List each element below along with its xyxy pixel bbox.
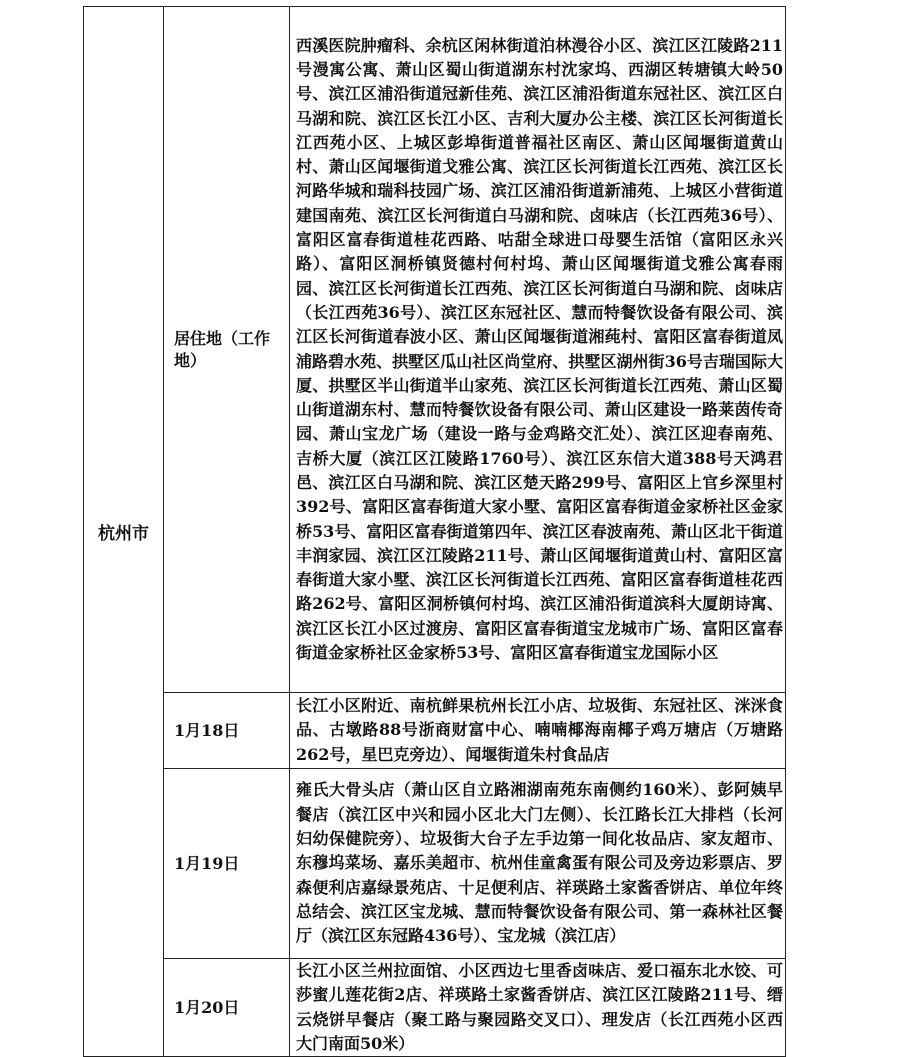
row-content-cell <box>290 769 786 959</box>
table-row <box>84 959 786 1057</box>
row-content-cell <box>290 693 786 769</box>
row-label: 1月18日 <box>174 720 240 740</box>
table-row <box>84 7 786 693</box>
row-label-cell <box>164 7 290 693</box>
row-label: 1月19日 <box>174 853 240 873</box>
row-label-cell <box>164 769 290 959</box>
table-row <box>84 693 786 769</box>
row-content: 长江小区附近、南杭鲜果杭州长江小店、垃圾街、东冠社区、洣洣食品、古墩路88号浙商财富中心、喃喃椰海南椰子鸡万塘店（万塘路262号，星巴克旁边）、闻堰街道朱村食品店 <box>296 696 783 764</box>
row-content: 长江小区兰州拉面馆、小区西边七里香卤味店、爱口福东北水饺、可莎蜜儿莲花街2店、祥瑛路土家酱香饼店、滨江区江陵路211号、缙云烧饼早餐店（聚工路与聚园路交叉口）、理发店（长江西苑小区西大门南面50米） <box>296 961 783 1053</box>
row-content-cell <box>290 7 786 693</box>
row-content: 西溪医院肿瘤科、余杭区闲林街道泊林漫谷小区、滨江区江陵路211号漫寓公寓、萧山区蜀山街道湖东村沈家坞、西湖区转塘镇大岭50号、滨江区浦沿街道冠新佳苑、滨江区浦沿街道东冠社区、滨江区白马湖和院、滨江区长江小区、吉利大厦办公主楼、滨江区长河街道长江西苑小区、上城区彭埠街道普福社区南区、萧山区闻堰街道黄山村、萧山区闻堰街道戈雅公寓、滨江区长河街道长江西苑、滨江区长河路华城和瑞科技园广场、滨江区浦沿街道新浦苑、上城区小营街道建国南苑、滨江区长河街道白马湖和院、卤味店（长江西苑36号）、富阳区富春街道桂花西路、咕甜全球进口母婴生活馆（富阳区永兴路）、富阳区洞桥镇贤德村何村坞、萧山区闻堰街道戈雅公寓春雨园、滨江区长河街道长江西苑、滨江区长河街道白马湖和院、卤味店（长江西苑36号）、滨江区东冠社区、慧而特餐饮设备有限公司、滨江区长河街道春波小区、萧山区闻堰街道湘莼村、富阳区富春街道凤浦路碧水苑、拱墅区瓜山社区尚堂府、拱墅区湖州街36号吉瑞国际大厦、拱墅区半山街道半山家苑、滨江区长河街道长江西苑、萧山区蜀山街道湖东村、慧而特餐饮设备有限公司、萧山区建设一路莱茵传奇园、萧山宝龙广场（建设一路与金鸡路交汇处）、滨江区迎春南苑、吉桥大厦（滨江区江陵路1760号）、滨江区东信大道388号天鸿君邑、滨江区白马湖和院、滨江区楚天路299号、富阳区上官乡深里村392号、富阳区富春街道大家小墅、富阳区富春街道金家桥社区金家桥53号、富阳区富春街道第四年、滨江区春波南苑、萧山区北干街道丰润家园、滨江区江陵路211号、萧山区闻堰街道黄山村、富阳区富春街道大家小墅、滨江区长河街道长江西苑、富阳区富春街道桂花西路262号、富阳区洞桥镇何村坞、滨江区浦沿街道滨科大厦朗诗寓、滨江区长江小区过渡房、富阳区富春街道宝龙城市广场、富阳区富春街道金家桥社区金家桥53号、富阳区富春街道宝龙国际小区 <box>296 35 783 663</box>
row-label: 居住地（工作地） <box>174 328 271 370</box>
row-content: 雍氏大骨头店（萧山区自立路湘湖南苑东南侧约160米）、彭阿姨早餐店（滨江区中兴和园小区北大门左侧）、长江路长江大排档（长河妇幼保健院旁）、垃圾街大台子左手边第一间化妆品店、家友超市、东穆坞菜场、嘉乐美超市、杭州佳童禽蛋有限公司及旁边彩票店、罗森便利店嘉绿景苑店、十足便利店、祥瑛路土家酱香饼店、单位年终总结会、滨江区宝龙城、慧而特餐饮设备有限公司、第一森林社区餐厅（滨江区东冠路436号）、宝龙城（滨江店） <box>296 780 783 946</box>
row-label-cell <box>164 959 290 1057</box>
table-row <box>84 769 786 959</box>
row-content-cell <box>290 959 786 1057</box>
row-label-cell <box>164 693 290 769</box>
city-cell: 杭州市 <box>84 7 164 1057</box>
itinerary-table <box>83 6 786 1057</box>
row-label: 1月20日 <box>174 997 240 1017</box>
